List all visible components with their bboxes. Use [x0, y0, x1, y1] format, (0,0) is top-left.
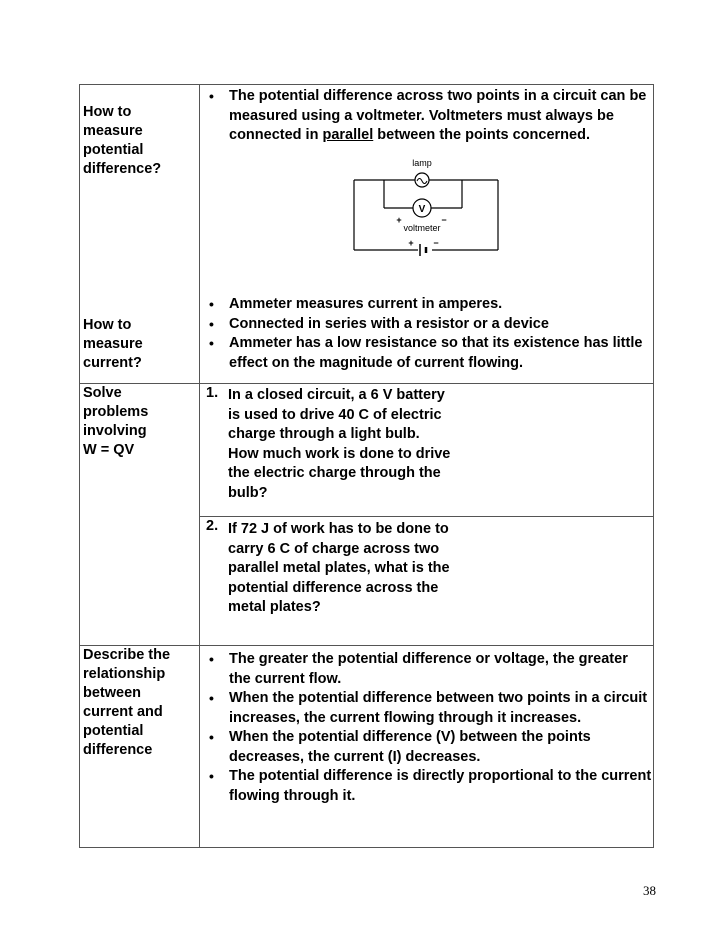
list-item: • The potential difference is directly proportional to the current flowing through it.: [200, 767, 653, 806]
list-item: • When the potential difference between two points in a circuit increases, the current flowing through it increases.: [200, 689, 653, 728]
bullet-list: [200, 87, 653, 146]
question-1: [200, 384, 653, 503]
battery-plus: +: [408, 237, 414, 248]
list-item: • The greater the potential difference or voltage, the greater the current flow.: [200, 650, 653, 689]
voltmeter-plus: +: [396, 214, 402, 225]
row-label: How to measure current?: [83, 317, 143, 371]
page-number: 38: [643, 883, 656, 898]
row-label-cell: [80, 85, 200, 384]
table-row: [80, 384, 654, 517]
underlined-word: parallel: [322, 127, 374, 143]
row-label: Describe the relationship between current and potential difference: [83, 647, 171, 758]
list-item: • Connected in series with a resistor or a device: [200, 315, 653, 335]
question-text: In a closed circuit, a 6 V battery is used to drive 40 C of electric charge through a light bulb. How much work is done to drive the electric charge through the bulb?: [228, 387, 451, 501]
question-text: If 72 J of work has to be done to carry 6 C of charge across two parallel metal plates, what is the potential difference across the metal plates?: [228, 521, 450, 615]
list-item: • Ammeter has a low resistance so that its existence has little effect on the magnitude of current flowing.: [200, 334, 653, 373]
voltmeter-letter: V: [418, 203, 426, 215]
list-item: • Ammeter measures current in amperes.: [200, 295, 653, 315]
list-item: • The potential difference across two points in a circuit can be measured using a voltmeter. Voltmeters must always be connected in parallel between the points concerned.: [200, 87, 653, 146]
row-label: How to measure potential difference?: [83, 104, 162, 177]
row-content-cell: [200, 85, 654, 384]
battery-minus: −: [433, 237, 439, 248]
row-label: Solve problems involving W = QV: [83, 385, 149, 458]
notes-table: [79, 84, 654, 848]
bullet-list: [200, 646, 653, 806]
lamp-label: lamp: [412, 157, 432, 168]
question-number: 2.: [206, 518, 219, 534]
list-item: • When the potential difference (V) between the points decreases, the current (I) decreases.: [200, 728, 653, 767]
voltmeter-minus: −: [441, 214, 447, 225]
table-row: [80, 646, 654, 848]
question-2-cell: [200, 517, 654, 646]
row-label-cell: [80, 646, 200, 848]
row-content-cell: [200, 646, 654, 848]
question-1-cell: [200, 384, 654, 517]
row-label-cell: [80, 384, 200, 646]
question-number: 1.: [206, 385, 219, 401]
question-2: [200, 517, 653, 618]
voltmeter-label: voltmeter: [403, 222, 441, 233]
table-row: [80, 85, 654, 384]
voltmeter-circuit-diagram: [348, 152, 504, 264]
voltmeter-section: [200, 85, 653, 295]
pd-label-group: [83, 85, 196, 235]
bullet-list: [200, 295, 653, 383]
